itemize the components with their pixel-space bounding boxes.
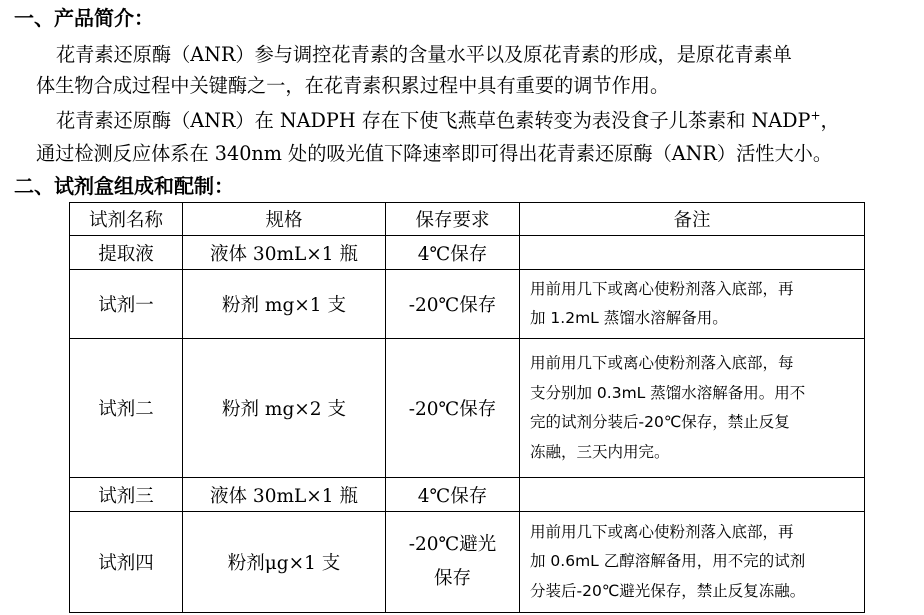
reagent-table — [69, 202, 865, 613]
table-row — [70, 478, 865, 512]
cell-spec: 液体 30mL×1 瓶 — [183, 236, 386, 270]
cell-name: 提取液 — [70, 236, 183, 270]
note-line: 完的试剂分装后-20℃保存，禁止反复 — [530, 413, 790, 431]
cell-spec: 粉剂μg×1 支 — [183, 512, 386, 613]
note-line: 用前用几下或离心使粉剂落入底部，每 — [530, 354, 794, 372]
cell-note — [520, 270, 865, 339]
cell-spec: 液体 30mL×1 瓶 — [183, 478, 386, 512]
note-line: 用前用几下或离心使粉剂落入底部，再 — [530, 522, 794, 541]
cell-storage: 4℃保存 — [386, 236, 520, 270]
cell-note — [520, 236, 865, 270]
cell-spec: 粉剂 mg×1 支 — [183, 270, 386, 339]
cell-storage — [386, 512, 520, 613]
intro-paragraph-2-comma: ， — [820, 109, 840, 132]
table-row — [70, 236, 865, 270]
intro-paragraph-1-line-1: 花青素还原酶（ANR）参与调控花青素的含量水平以及原花青素的形成，是原花青素单 — [56, 43, 792, 66]
table-header-row — [70, 203, 865, 236]
cell-note — [520, 512, 865, 613]
header-cell-spec: 规格 — [183, 203, 386, 236]
table-row — [70, 270, 865, 339]
section-heading-intro: 一、产品简介： — [14, 6, 154, 30]
intro-paragraph-2-line-1 — [56, 108, 840, 134]
cell-name: 试剂二 — [70, 339, 183, 478]
note-line: 分装后-20℃避光保存，禁止反复冻融。 — [530, 581, 806, 600]
cell-spec: 粉剂 mg×2 支 — [183, 339, 386, 478]
section-heading-kit: 二、试剂盒组成和配制： — [14, 174, 234, 198]
storage-line: 保存 — [433, 568, 471, 589]
cell-storage: -20℃保存 — [386, 270, 520, 339]
cell-storage: 4℃保存 — [386, 478, 520, 512]
storage-line: -20℃避光 — [408, 534, 497, 555]
header-cell-name: 试剂名称 — [70, 203, 183, 236]
note-line: 加 0.6mL 乙醇溶解备用，用不完的试剂 — [530, 552, 806, 571]
note-line: 冻融，三天内用完。 — [530, 442, 670, 461]
header-cell-storage: 保存要求 — [386, 203, 520, 236]
cell-name: 试剂三 — [70, 478, 183, 512]
cell-name: 试剂一 — [70, 270, 183, 339]
cell-storage: -20℃保存 — [386, 339, 520, 478]
note-line: 加 1.2mL 蒸馏水溶解备用。 — [530, 309, 728, 327]
note-line: 用前用几下或离心使粉剂落入底部，再 — [530, 279, 794, 298]
note-line: 支分别加 0.3mL 蒸馏水溶解备用。用不 — [530, 383, 806, 402]
intro-paragraph-2-line-2: 通过检测反应体系在 340nm 处的吸光值下降速率即可得出花青素还原酶（ANR）活性大小。 — [36, 142, 833, 165]
intro-paragraph-2-text: 花青素还原酶（ANR）在 NADPH 存在下使飞燕草色素转变为表没食子儿茶素和 NADP — [56, 109, 811, 132]
cell-name: 试剂四 — [70, 512, 183, 613]
superscript-plus: + — [810, 108, 821, 123]
table-row — [70, 339, 865, 478]
header-cell-note: 备注 — [520, 203, 865, 236]
table-row — [70, 512, 865, 613]
cell-note — [520, 339, 865, 478]
intro-paragraph-1-line-2: 体生物合成过程中关键酶之一，在花青素积累过程中具有重要的调节作用。 — [36, 74, 670, 97]
cell-note — [520, 478, 865, 512]
